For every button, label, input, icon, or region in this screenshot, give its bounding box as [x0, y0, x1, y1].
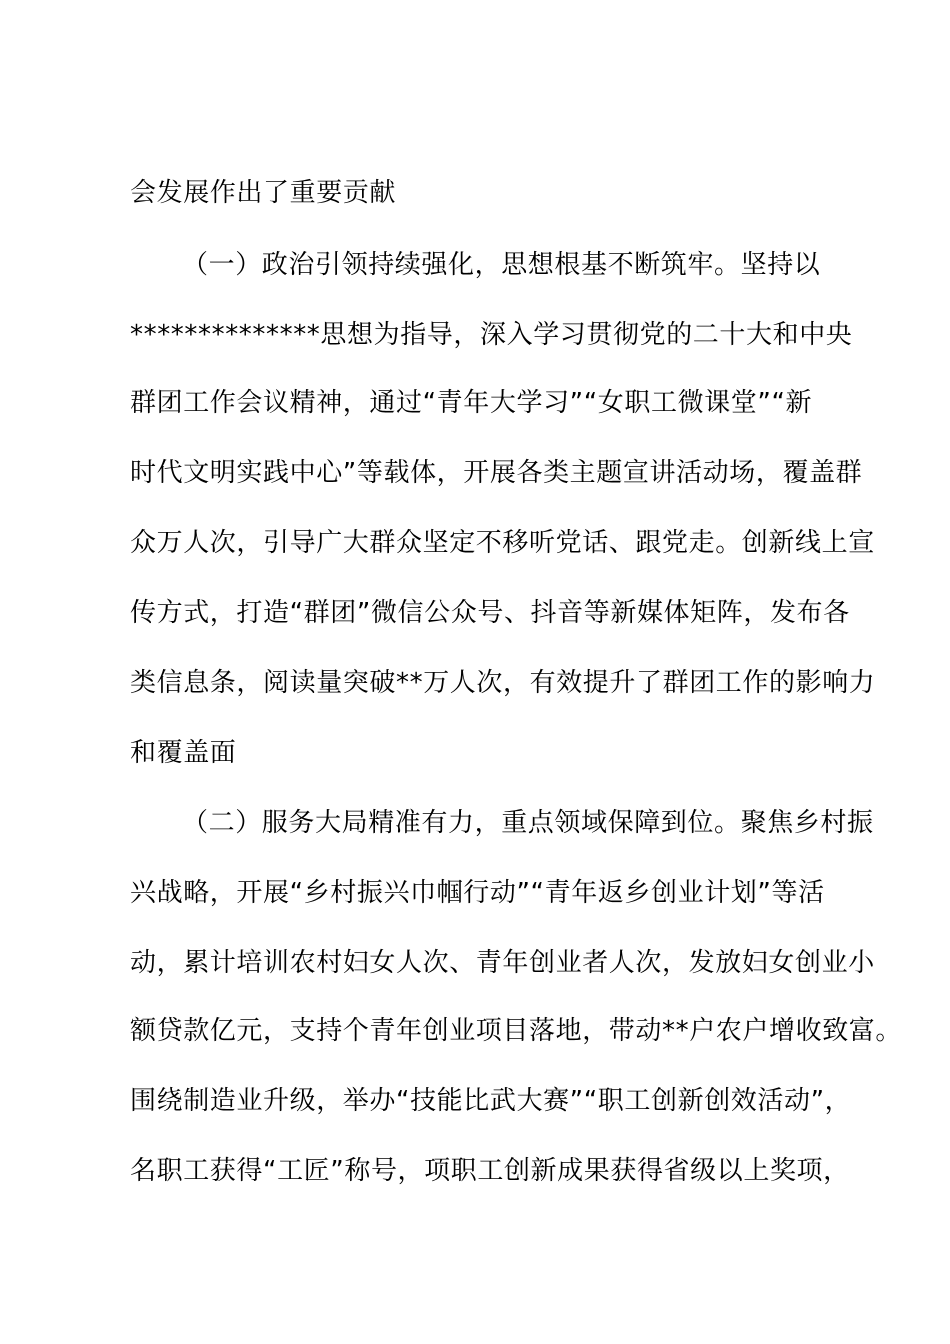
text-line: 传方式，打造“群团”微信公众号、抖音等新媒体矩阵，发布各	[130, 598, 850, 628]
text-line: 名职工获得“工匠”称号，项职工创新成果获得省级以上奖项，	[130, 1156, 850, 1186]
text-line: 围绕制造业升级，举办“技能比武大赛”“职工创新创效活动”，	[130, 1086, 852, 1116]
text-line: 兴战略，开展“乡村振兴巾帼行动”“青年返乡创业计划”等活	[130, 878, 825, 908]
text-line: 动，累计培训农村妇女人次、青年创业者人次，发放妇女创业小	[130, 948, 875, 978]
text-line: 会发展作出了重要贡献	[130, 178, 397, 208]
text-line: 和覆盖面	[130, 738, 237, 768]
text-line: 群团工作会议精神，通过“青年大学习”“女职工微课堂”“新	[130, 388, 813, 418]
section-heading-1: （一）政治引领持续强化，思想根基不断筑牢。坚持以	[182, 250, 821, 280]
text-line: **************思想为指导，深入学习贯彻党的二十大和中央	[130, 320, 853, 350]
text-line: 类信息条，阅读量突破**万人次，有效提升了群团工作的影响力	[130, 668, 876, 698]
section-heading-2: （二）服务大局精准有力，重点领域保障到位。聚焦乡村振	[182, 808, 874, 838]
text-line: 额贷款亿元，支持个青年创业项目落地，带动**户农户增收致富。	[130, 1016, 903, 1046]
text-line: 众万人次，引导广大群众坚定不移听党话、跟党走。创新线上宣	[130, 528, 875, 558]
text-line: 时代文明实践中心”等载体，开展各类主题宣讲活动场，覆盖群	[130, 458, 863, 488]
